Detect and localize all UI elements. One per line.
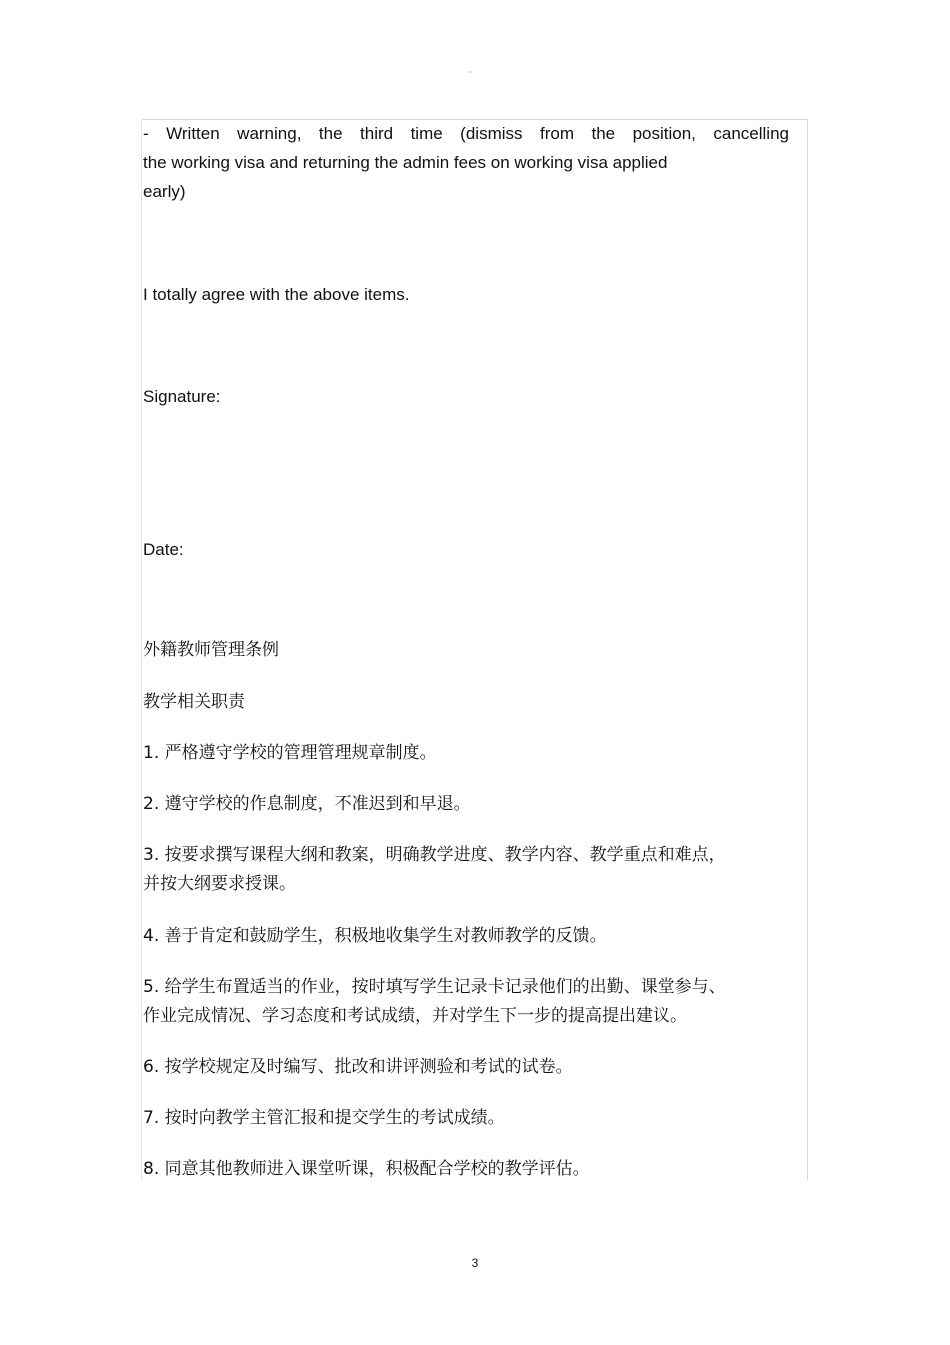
- list-item-3-line-2: 并按大纲要求授课。: [143, 874, 296, 894]
- list-item-1: 1. 严格遵守学校的管理管理规章制度。: [143, 743, 437, 763]
- list-item-7: 7. 按时向教学主管汇报和提交学生的考试成绩。: [143, 1108, 505, 1128]
- list-item-6: 6. 按学校规定及时编写、批改和讲评测验和考试的试卷。: [143, 1057, 573, 1077]
- regulation-title: 外籍教师管理条例: [143, 640, 279, 660]
- list-item-4: 4. 善于肯定和鼓励学生，积极地收集学生对教师教学的反馈。: [143, 926, 607, 946]
- warning-line-3: early): [143, 182, 186, 201]
- section-subtitle: 教学相关职责: [143, 692, 245, 712]
- header-mark: °: [469, 71, 472, 78]
- list-item-5-line-1: 5. 给学生布置适当的作业，按时填写学生记录卡记录他们的出勤、课堂参与、: [143, 977, 726, 997]
- signature-label: Signature:: [143, 387, 221, 406]
- date-label: Date:: [143, 540, 184, 559]
- list-item-8: 8. 同意其他教师进入课堂听课，积极配合学校的教学评估。: [143, 1159, 590, 1179]
- warning-line-1: - Written warning, the third time (dismiss from the position, cancelling: [143, 124, 789, 143]
- agreement-statement: I totally agree with the above items.: [143, 285, 410, 304]
- list-item-5-line-2: 作业完成情况、学习态度和考试成绩，并对学生下一步的提高提出建议。: [143, 1006, 687, 1026]
- list-item-2: 2. 遵守学校的作息制度，不准迟到和早退。: [143, 794, 471, 814]
- warning-line-2: the working visa and returning the admin fees on working visa applied: [143, 153, 668, 172]
- list-item-3-line-1: 3. 按要求撰写课程大纲和教案，明确教学进度、教学内容、教学重点和难点，: [143, 845, 726, 865]
- page-number: 3: [471, 1256, 479, 1270]
